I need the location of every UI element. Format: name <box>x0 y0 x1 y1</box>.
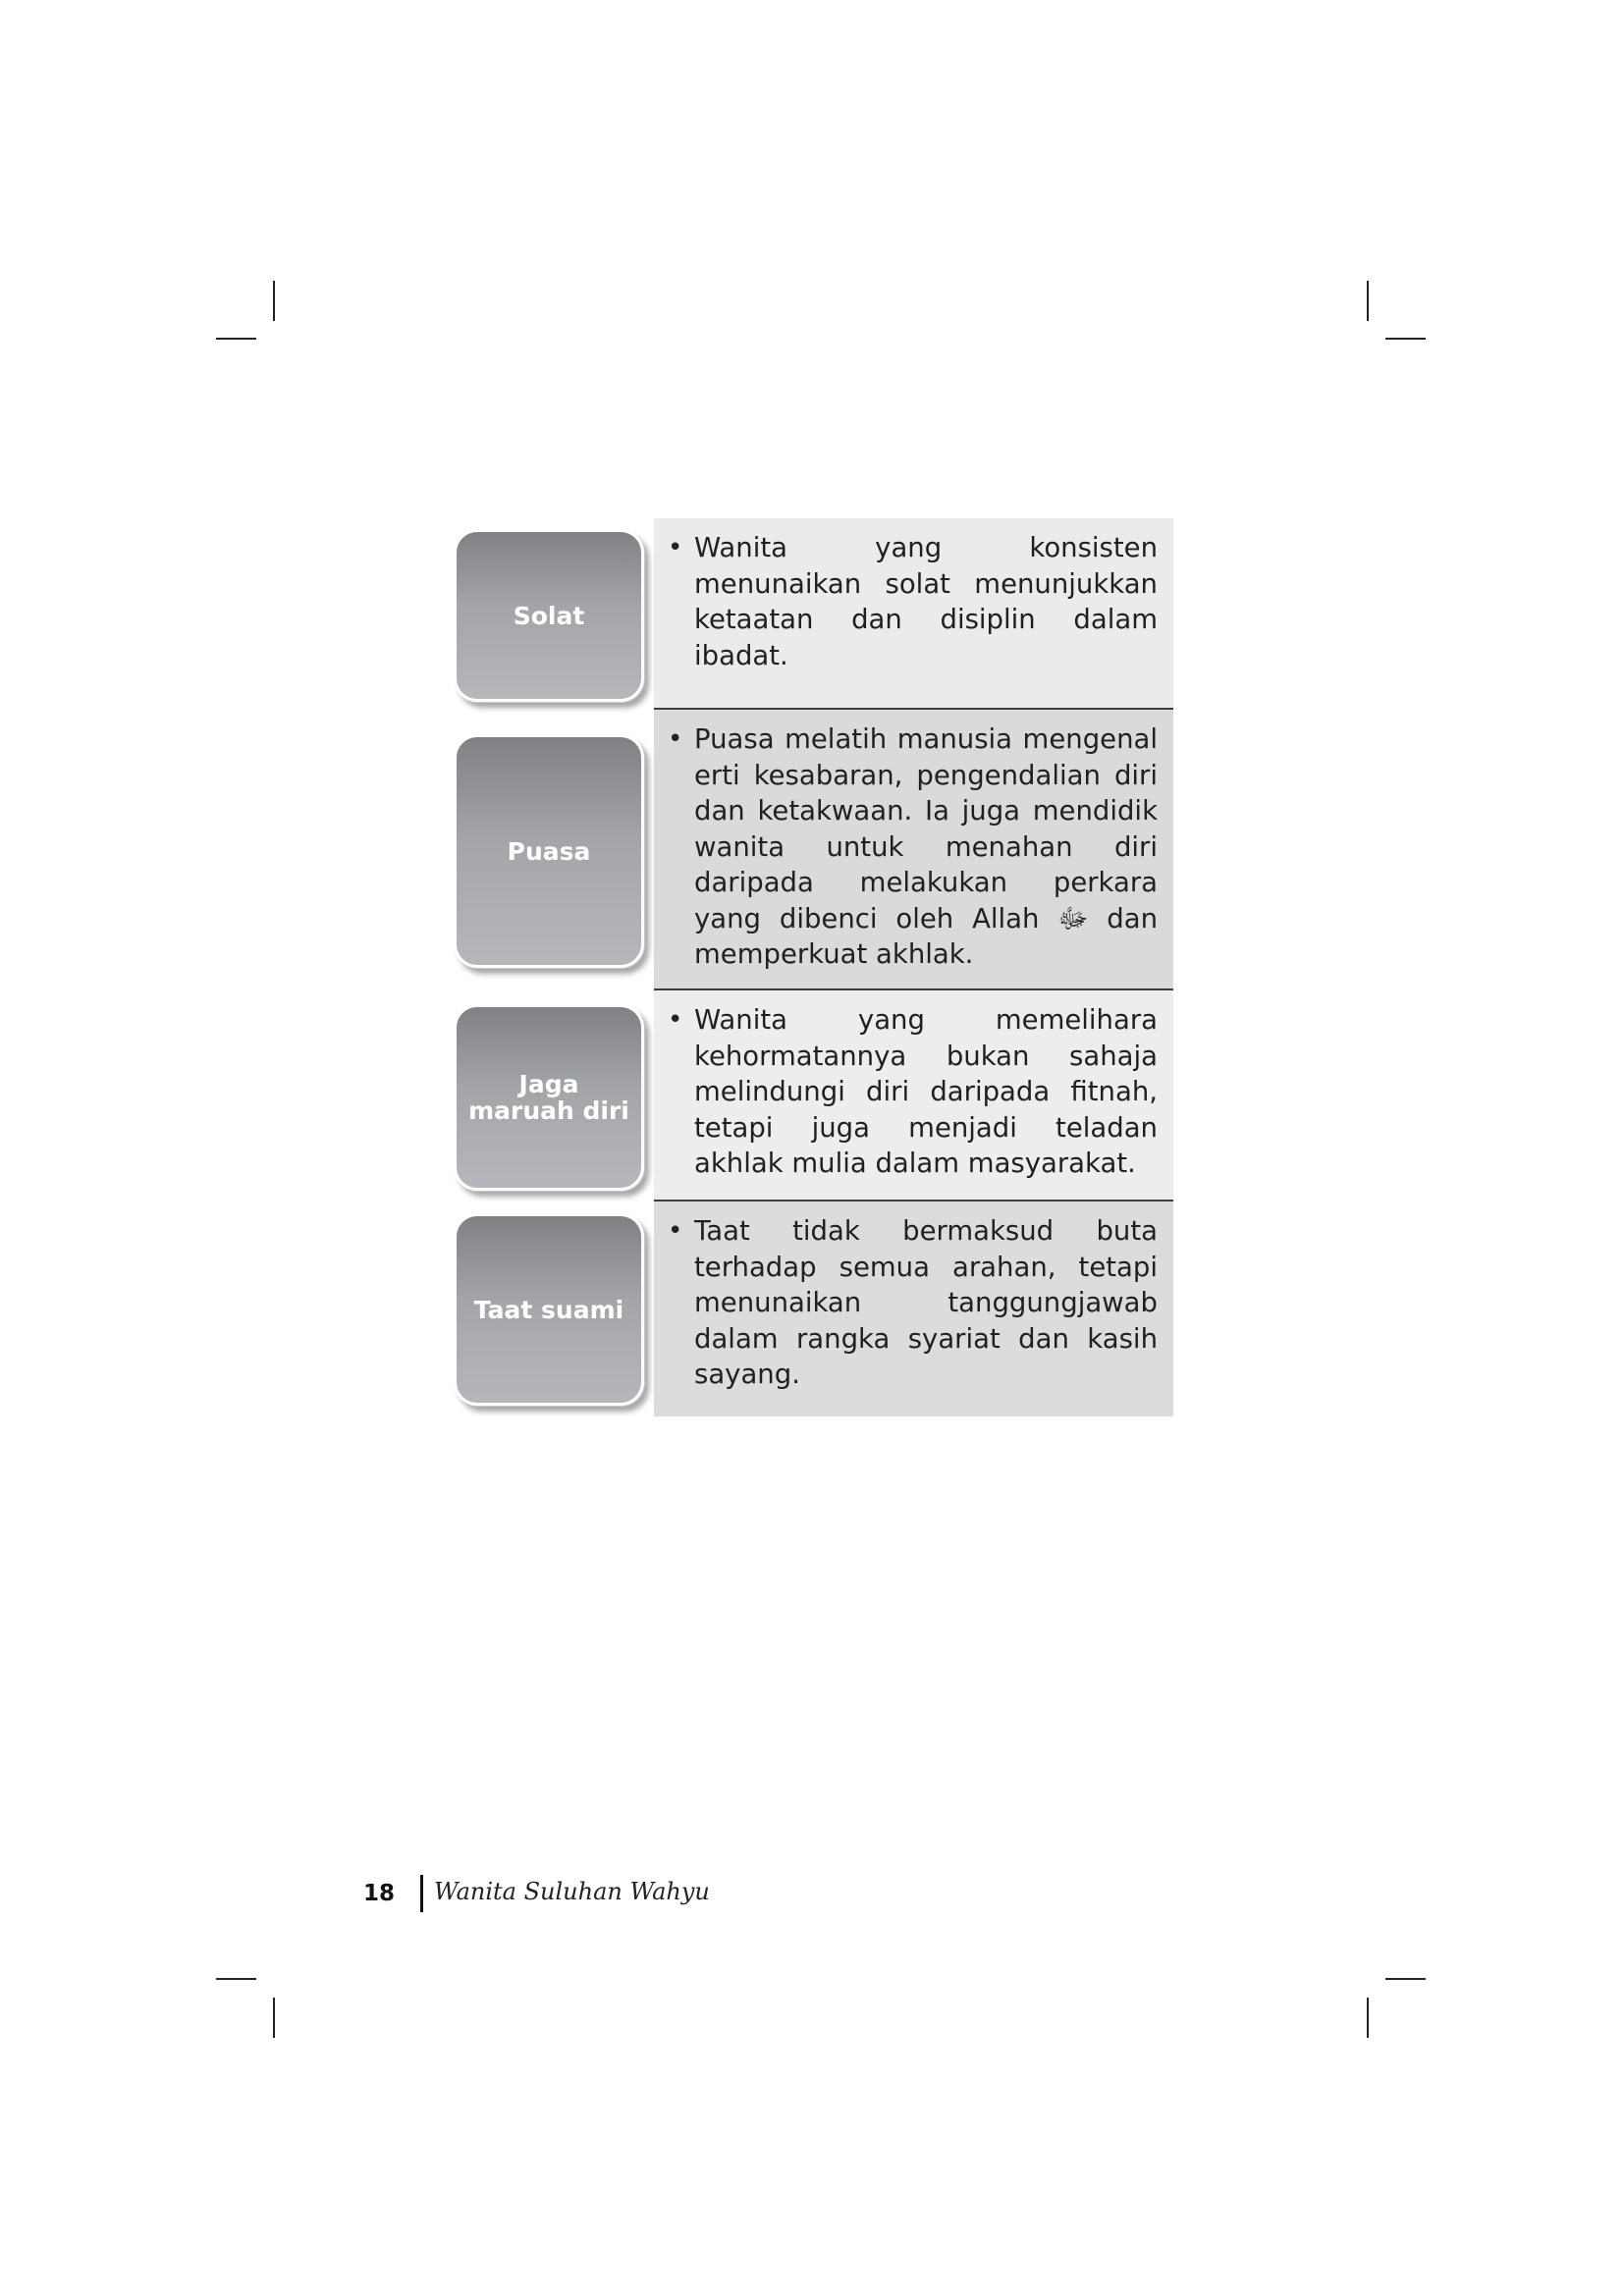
content-text: Puasa melatih manusia mengenal erti kesabaran, pengendalian diri dan ketakwaan. Ia juga mendidik wanita untuk menahan diri daripada melakukan perkara yang dibenci oleh Allah ﷻ dan memperkuat akhlak. <box>694 723 1158 970</box>
bullet-point: • <box>668 1216 683 1246</box>
content-panel-jaga-maruah-diri <box>654 990 1173 1200</box>
footer-separator <box>420 1875 423 1912</box>
label-text: Puasa <box>507 836 591 866</box>
crop-mark <box>273 1998 275 2038</box>
crop-mark <box>273 281 275 321</box>
content-panel-solat <box>654 518 1173 709</box>
label-text: Jaga maruah diri <box>468 1070 629 1125</box>
crop-mark <box>1385 338 1426 340</box>
label-text: Taat suami <box>473 1295 624 1324</box>
crop-mark <box>216 1978 256 1980</box>
content-panel-puasa <box>654 710 1173 988</box>
running-title: Wanita Suluhan Wahyu <box>434 1878 710 1905</box>
content-panel-taat-suami <box>654 1201 1173 1416</box>
crop-mark <box>1367 281 1369 321</box>
content-text: Wanita yang konsisten menunaikan solat menunjukkan ketaatan dan disiplin dalam ibadat. <box>694 532 1158 671</box>
bullet-point: • <box>668 724 683 754</box>
crop-mark <box>1367 1998 1369 2038</box>
content-text: Taat tidak bermaksud buta terhadap semua arahan, tetapi menunaikan tanggungjawab dalam rangka syariat dan kasih sayang. <box>694 1215 1158 1390</box>
page-number: 18 <box>363 1881 396 1906</box>
label-text: Solat <box>513 601 585 630</box>
bullet-point: • <box>668 1005 683 1035</box>
label-box-solat <box>454 529 644 702</box>
bullet-point: • <box>668 533 683 562</box>
label-box-jaga-maruah-diri <box>454 1004 644 1191</box>
content-text: Wanita yang memelihara kehormatannya bukan sahaja melindungi diri daripada fitnah, tetapi juga menjadi teladan akhlak mulia dalam masyarakat. <box>694 1004 1158 1179</box>
crop-mark <box>1385 1978 1426 1980</box>
label-box-taat-suami <box>454 1213 644 1406</box>
crop-mark <box>216 338 256 340</box>
label-box-puasa <box>454 734 644 968</box>
